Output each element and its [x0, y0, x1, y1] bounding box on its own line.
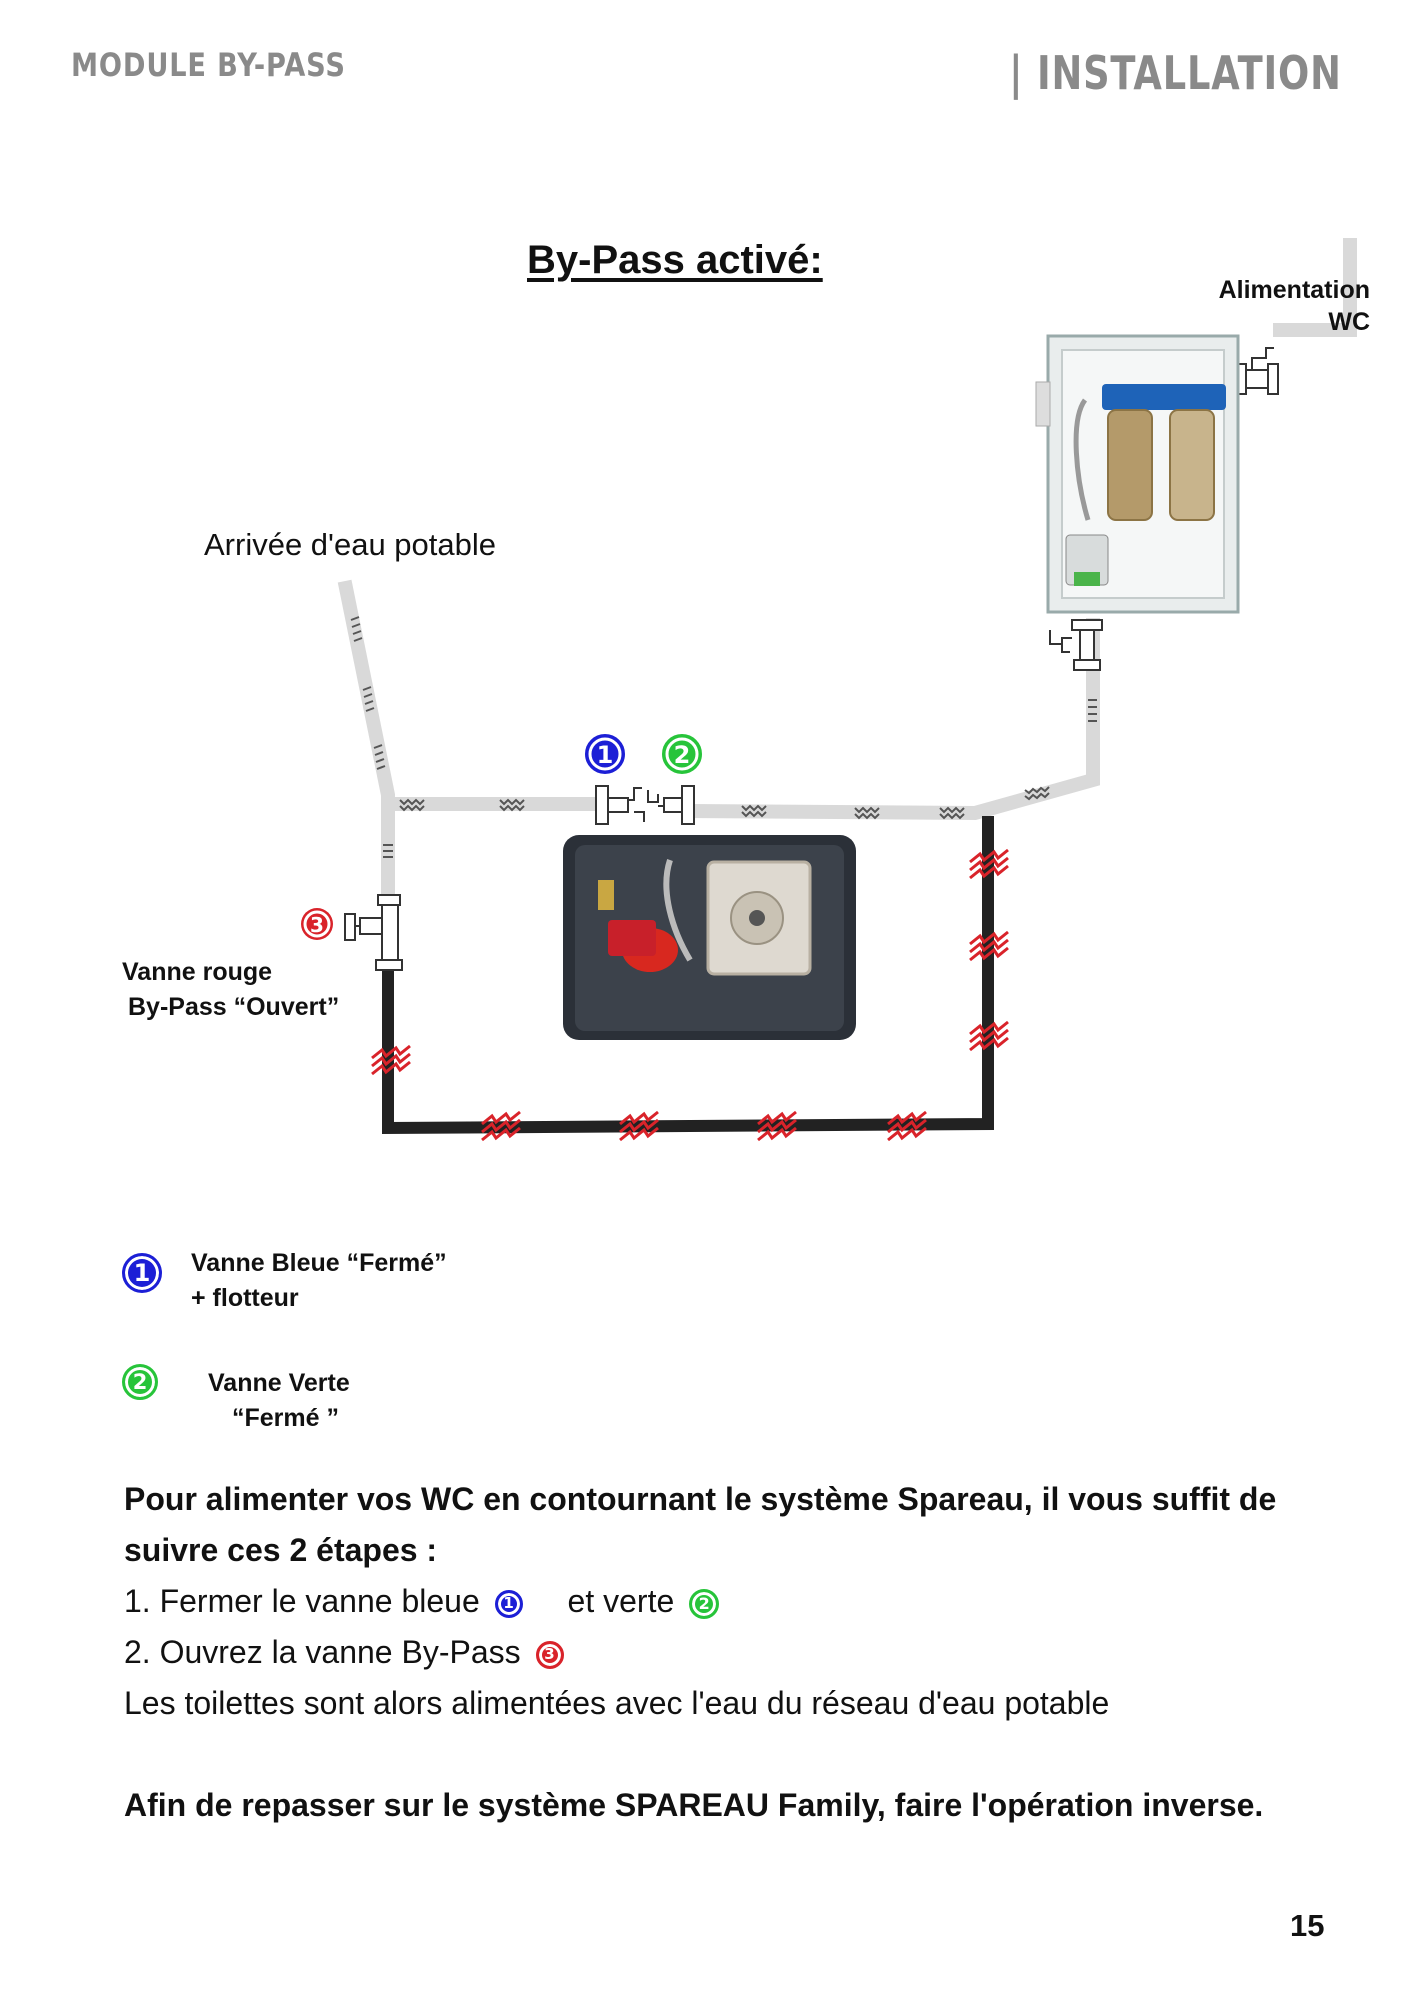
instructions-step2 — [124, 1627, 1294, 1678]
spareau-tank — [563, 835, 856, 1040]
legend-item-2 — [208, 1366, 350, 1436]
legend-badge-1-icon: 1 — [122, 1253, 162, 1293]
badge-1-icon — [586, 735, 624, 773]
supply-label: Arrivée d'eau potable — [204, 527, 497, 562]
valve-2-icon — [648, 786, 694, 824]
step1-text-a: 1. Fermer le vanne bleue — [124, 1583, 480, 1619]
legend-item-2-line1: Vanne Verte — [208, 1369, 350, 1397]
wc-supply-label-line2: WC — [1328, 308, 1370, 336]
page-number: 15 — [1290, 1908, 1325, 1943]
step1-badge-1-icon: 1 — [495, 1590, 523, 1618]
legend-badge-2-icon: 2 — [122, 1364, 158, 1400]
wc-outlet-valve-icon — [1050, 620, 1102, 670]
wc-supply-label-line1: Alimentation — [1218, 276, 1370, 304]
step2-badge-3-icon: 3 — [536, 1641, 564, 1669]
legend-item-1 — [191, 1246, 447, 1316]
legend-item-1-line1: Vanne Bleue “Fermé” — [191, 1249, 447, 1277]
step2-text: 2. Ouvrez la vanne By-Pass — [124, 1634, 521, 1670]
legend-item-2-line2: “Fermé ” — [232, 1404, 339, 1432]
badge-2-label: 2 — [673, 741, 691, 769]
instructions-intro: Pour alimenter vos WC en contournant le système Spareau, il vous suffit de suivre ces 2 étapes : — [124, 1481, 1277, 1568]
badge-2-icon — [663, 735, 701, 773]
red-valve-label-line2: By-Pass “Ouvert” — [128, 993, 340, 1021]
red-valve-label — [122, 955, 339, 1025]
valve-3-icon — [345, 895, 402, 970]
step1-badge-2-icon: 2 — [689, 1589, 719, 1619]
instructions-outro: Afin de repasser sur le système SPAREAU Family, faire l'opération inverse. — [124, 1787, 1264, 1823]
instructions-step1 — [124, 1576, 1294, 1627]
step1-text-b: et verte — [567, 1583, 675, 1619]
badge-1-label: 1 — [596, 741, 614, 769]
badge-3-label: 3 — [310, 913, 324, 937]
valve-1-icon — [596, 786, 644, 824]
badge-3-icon — [301, 908, 333, 940]
wc-supply-label — [1150, 274, 1370, 338]
legend-item-1-line2: + flotteur — [191, 1284, 299, 1312]
filtration-box — [1036, 336, 1238, 612]
page-title: By-Pass activé: — [527, 238, 823, 282]
header-section-label: | INSTALLATION — [1009, 46, 1342, 100]
wc-inlet-valve-icon — [1236, 348, 1278, 394]
red-valve-label-line1: Vanne rouge — [122, 958, 273, 986]
header-module-label: MODULE BY-PASS — [71, 46, 346, 84]
instructions-result: Les toilettes sont alors alimentées avec l'eau du réseau d'eau potable — [124, 1685, 1110, 1721]
